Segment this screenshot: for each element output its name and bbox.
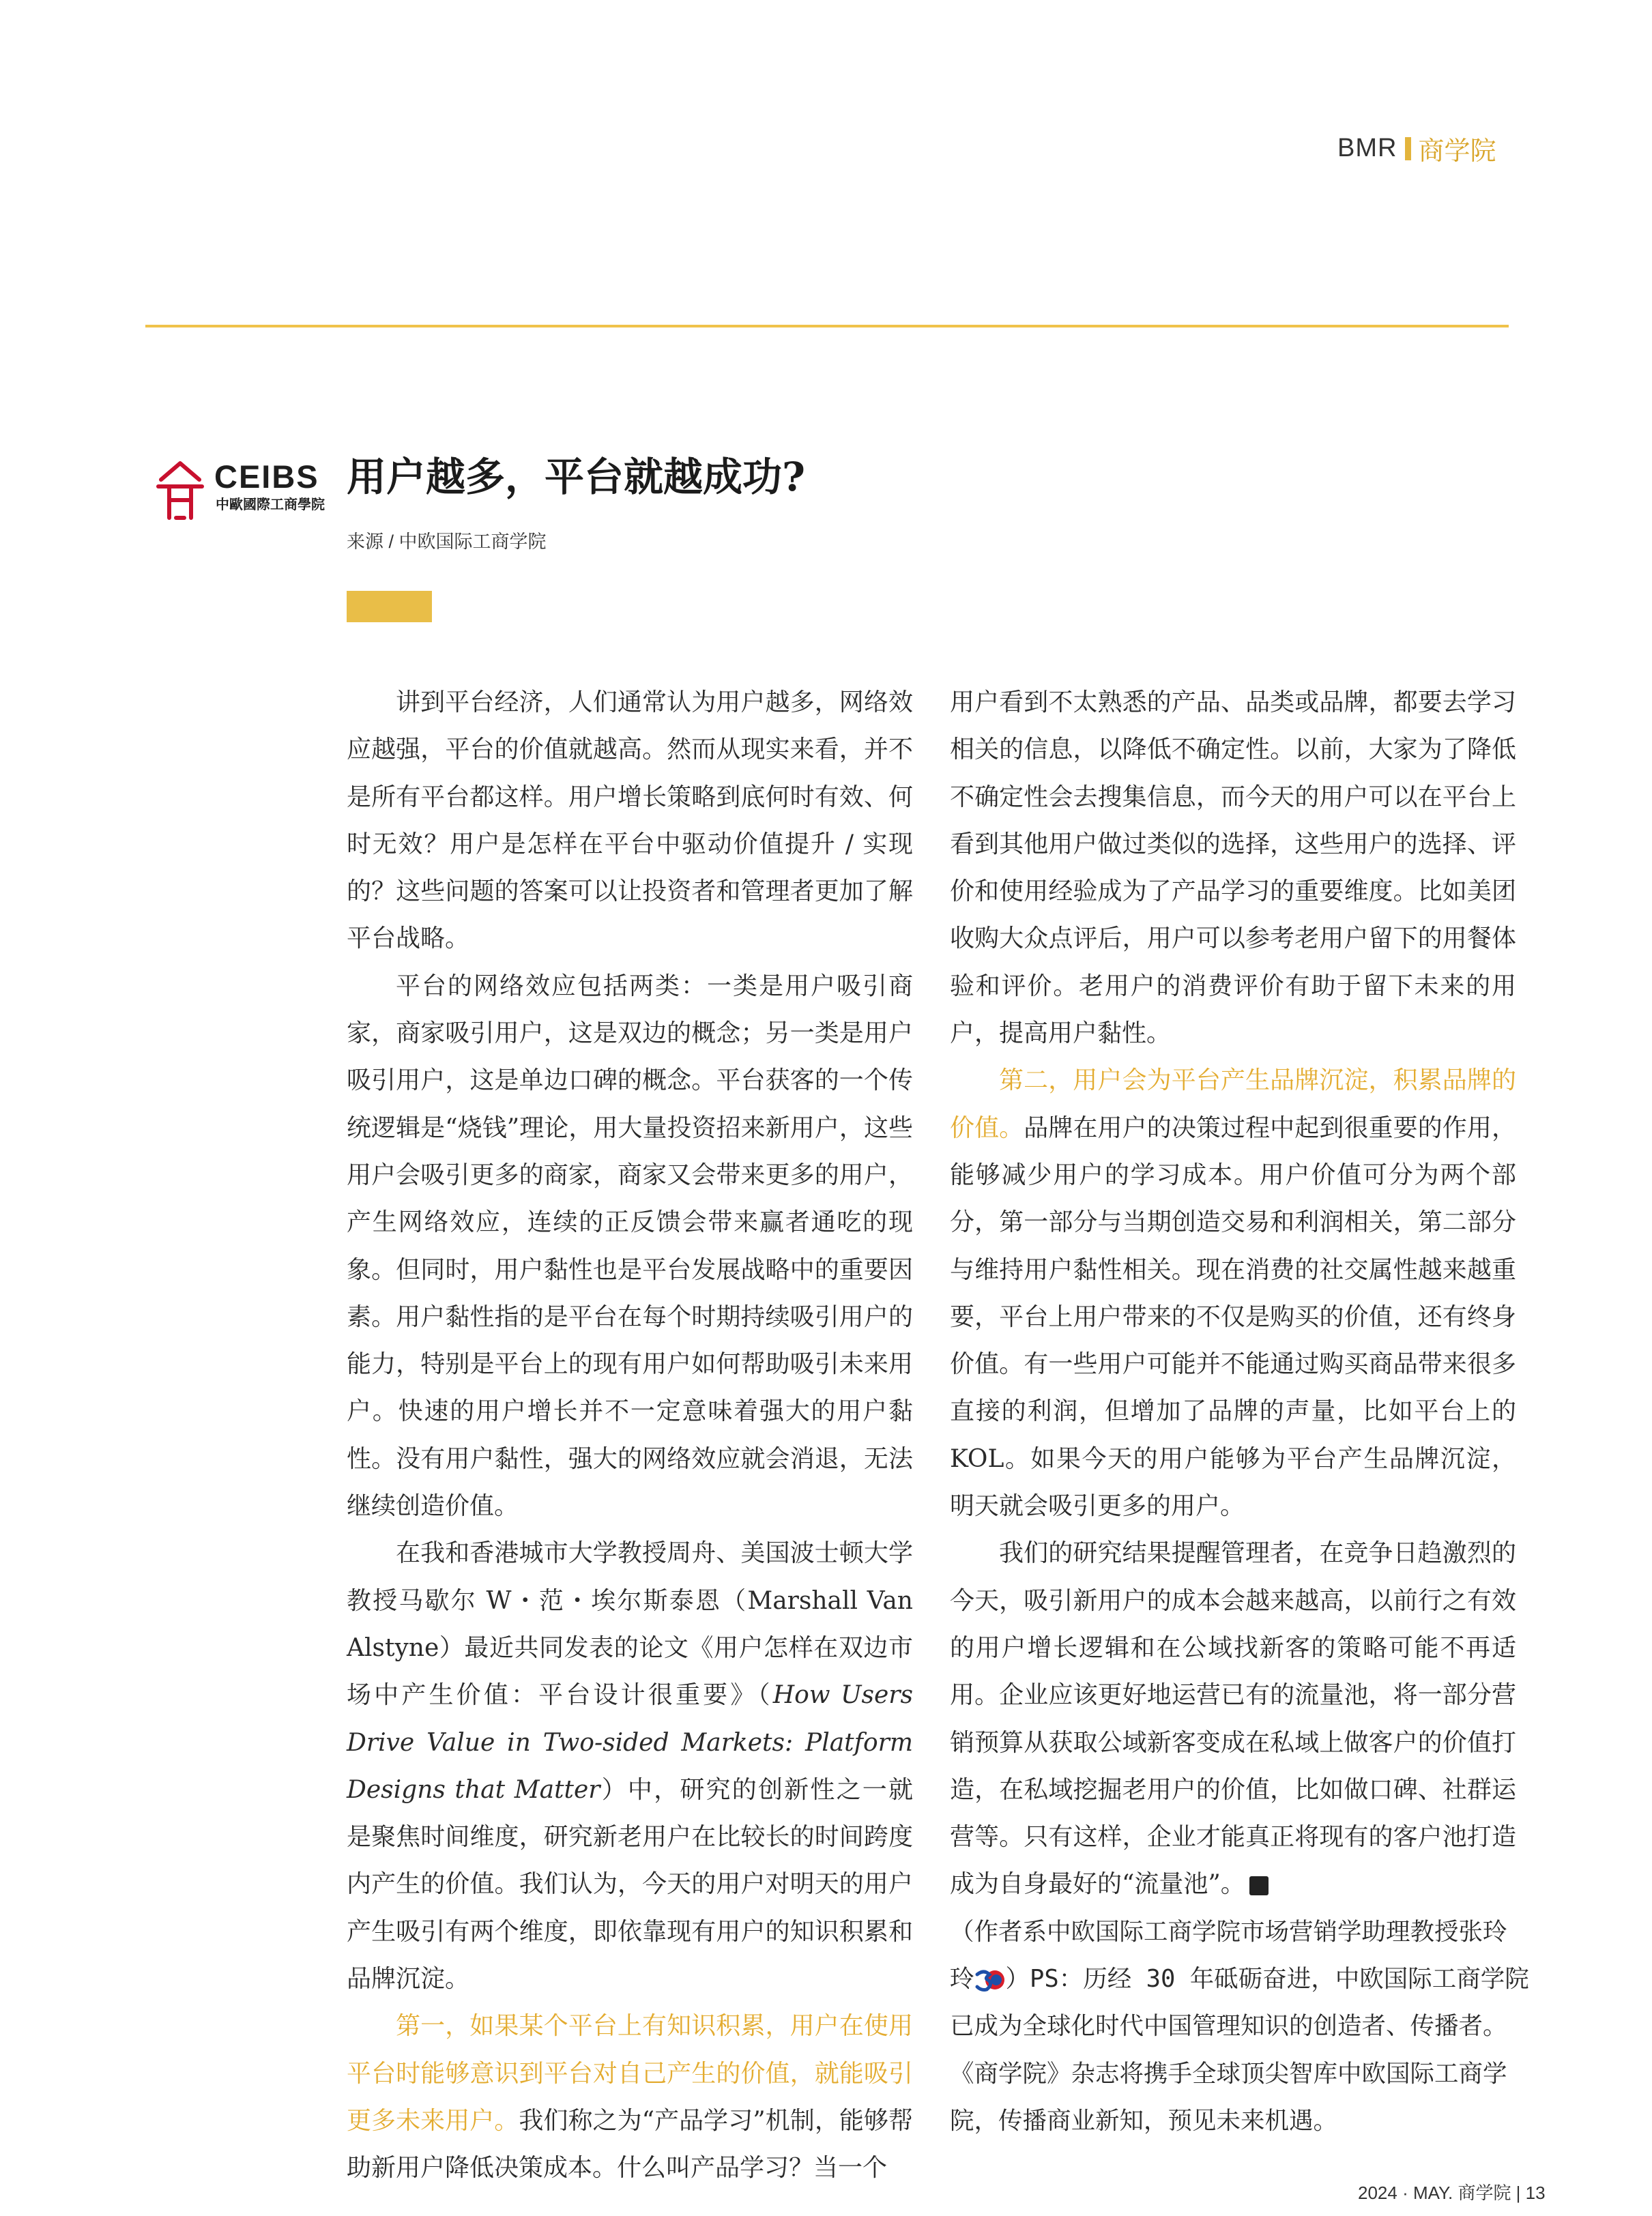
paragraph-text: ）中，研究的创新性之一就是聚焦时间维度，研究新老用户在比较长的时间跨度内产生的价值。我们认为，今天的用户对明天的用户产生吸引有两个维度，即依靠现有用户的知识积累和品牌沉淀。	[347, 1775, 913, 1994]
article-column-left	[347, 679, 913, 2192]
magazine-section: 商学院	[1418, 137, 1496, 166]
paragraph-text: 品牌在用户的决策过程中起到很重要的作用，能够减少用户的学习成本。用户价值可分为两个部分，第一部分与当期创造交易和利润相关，第二部分与维持用户黏性相关。现在消费的社交属性越来越重要，平台上用户带来的不仅是购买的价值，还有终身价值。有一些用户可能并不能通过购买商品带来很多直接的利润，但增加了品牌的声量，比如平台上的 KOL。如果今天的用户能够为平台产生品牌沉淀，明天就会吸引更多的用户。	[950, 1113, 1516, 1521]
paragraph	[950, 1530, 1516, 1908]
header-rule	[145, 325, 1509, 327]
article-title: 用户越多，平台就越成功?	[347, 454, 805, 500]
note-line: （作者系中欧国际工商学院市场营销学助理教授张玲	[950, 1917, 1507, 1946]
note-line	[950, 1955, 1529, 2002]
paragraph: 平台的网络效应包括两类：一类是用户吸引商家，商家吸引用户，这是双边的概念；另一类是用户吸引用户，这是单边口碑的概念。平台获客的一个传统逻辑是“烧钱”理论，用大量投资招来新用户，这些用户会吸引更多的商家，商家又会带来更多的用户，产生网络效应，连续的正反馈会带来赢者通吃的现象。但同时，用户黏性也是平台发展战略中的重要因素。用户黏性指的是平台在每个时期持续吸引用户的能力，特别是平台上的现有用户如何帮助吸引未来用户。快速的用户增长并不一定意味着强大的用户黏性。没有用户黏性，强大的网络效应就会消退，无法继续创造价值。	[347, 972, 913, 1521]
article-source: 来源 / 中欧国际工商学院	[347, 531, 547, 552]
note-text: ）PS：历经 30 年砥砺奋进，中欧国际工商学院	[1005, 1965, 1529, 1994]
magazine-brand: BMR	[1337, 134, 1397, 162]
logo-subtext: 中歐國際工商學院	[216, 496, 325, 512]
highlight-point-one: 第一，如果某个平台上有知识积累，用户在使用平台时能够意识到平台对自己产生的价值，就能吸引更多未来用户。	[347, 2012, 913, 2135]
paragraph-text: 在我和香港城市大学教授周舟、美国波士顿大学教授马歇尔 W・范・埃尔斯泰恩（Marshall Van Alstyne）最近共同发表的论文《用户怎样在双边市场中产生价值：平台设计很重要》（	[347, 1539, 913, 1710]
note-line: 院，传播商业新知，预见未来机遇。	[950, 2106, 1338, 2135]
author-note	[950, 1908, 1529, 2144]
paragraph	[347, 1530, 913, 2002]
accent-tag	[347, 591, 432, 622]
magazine-header	[1337, 130, 1496, 167]
header-divider-bar	[1405, 137, 1411, 160]
paragraph: 用户看到不太熟悉的产品、品类或品牌，都要去学习相关的信息，以降低不确定性。以前，大家为了降低不确定性会去搜集信息，而今天的用户可以在平台上看到其他用户做过类似的选择，这些用户的选择、评价和使用经验成为了产品学习的重要维度。比如美团收购大众点评后，用户可以参考老用户留下的用餐体验和评价。老用户的消费评价有助于留下未来的用户，提高用户黏性。	[950, 688, 1516, 1048]
logo-text: CEIBS	[214, 458, 319, 495]
note-line: 已成为全球化时代中国管理知识的创造者、传播者。	[950, 2012, 1507, 2041]
end-mark-icon: 商	[1249, 1876, 1269, 1895]
article-column-right	[950, 679, 1529, 2144]
paragraph	[347, 2002, 913, 2191]
paragraph-text: 我们的研究结果提醒管理者，在竞争日趋激烈的今天，吸引新用户的成本会越来越高，以前行之有效的用户增长逻辑和在公域找新客的策略可能不再适用。企业应该更好地运营已有的流量池，将一部分营销预算从获取公域新客变成在私域上做客户的价值打造，在私域挖掘老用户的价值，比如做口碑、社群运营等。只有这样，企业才能真正将现有的客户池打造成为自身最好的“流量池”。	[950, 1539, 1516, 1899]
anniversary-30-badge-icon	[974, 1968, 1006, 1992]
paragraph-text: 我们称之为“产品学习”机制，能够帮助新用户降低决策成本。什么叫产品学习？当一个	[347, 2106, 913, 2183]
ceibs-gate-icon	[156, 459, 205, 522]
note-line: 《商学院》杂志将携手全球顶尖智库中欧国际工商学	[950, 2059, 1507, 2088]
page-footer: 2024 · MAY. 商学院 | 13	[1358, 2183, 1546, 2203]
paragraph	[950, 1057, 1516, 1530]
ceibs-logo	[156, 459, 328, 522]
paper-title-english: How Users Drive Value in Two-sided Markets: Platform Designs that Matter	[347, 1681, 913, 1804]
highlight-point-two: 第二，用户会为平台产生品牌沉淀，积累品牌的价值。	[950, 1066, 1516, 1142]
note-text: 玲	[950, 1965, 974, 1994]
paragraph: 讲到平台经济，人们通常认为用户越多，网络效应越强，平台的价值就越高。然而从现实来看，并不是所有平台都这样。用户增长策略到底何时有效、何时无效？用户是怎样在平台中驱动价值提升 / 实现的？这些问题的答案可以让投资者和管理者更加了解平台战略。	[347, 688, 913, 953]
